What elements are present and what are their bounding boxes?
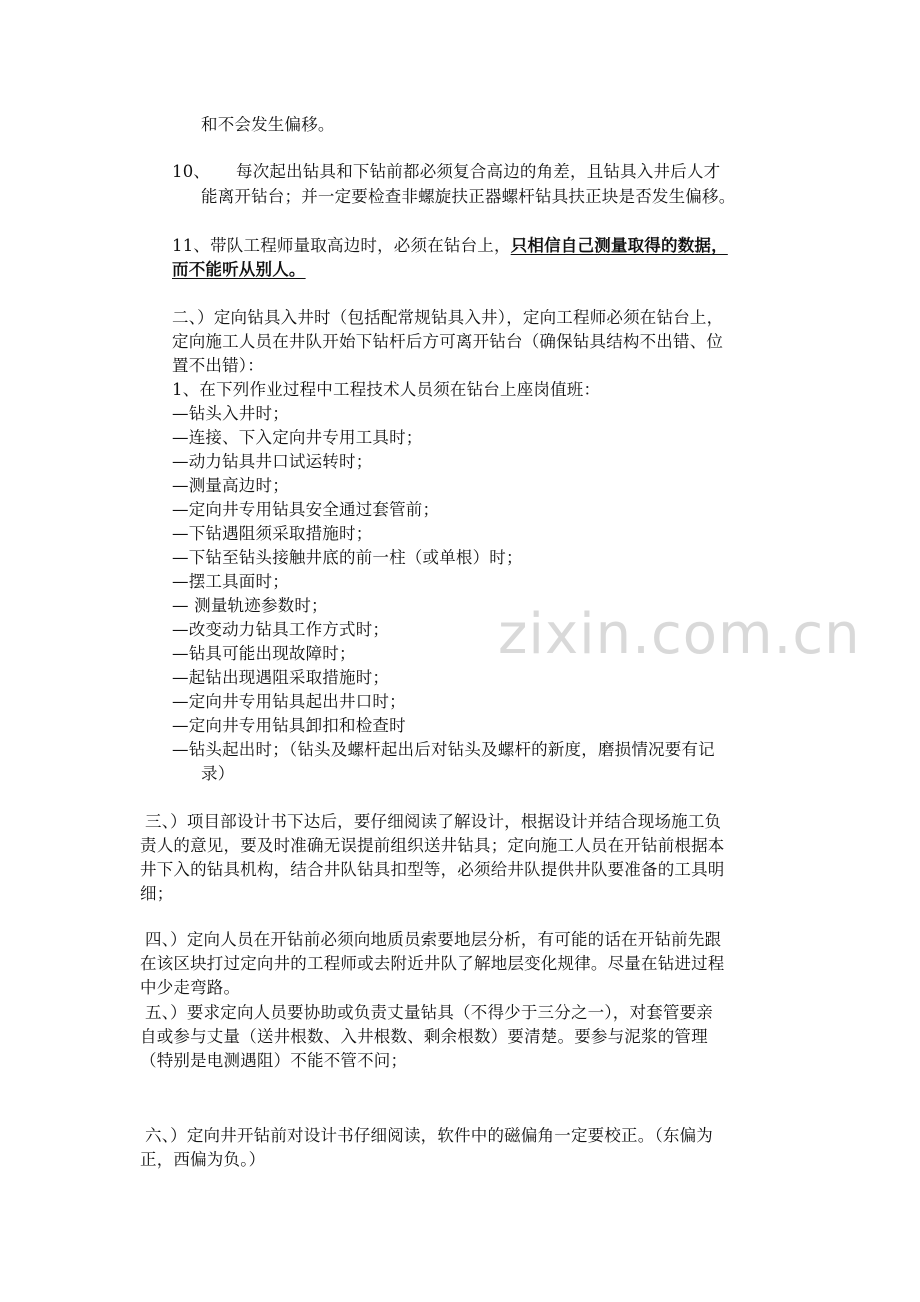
duty-list-item: —定向井专用钻具卸扣和检查时	[172, 716, 406, 735]
section-3-line-2: 责人的意见，要及时准确无误提前组织送井钻具；定向施工人员在开钻前根据本	[140, 836, 725, 855]
item-11-text: 11、带队工程师量取高边时，必须在钻台上，	[172, 236, 511, 255]
section-6-line-1: 六、）定向井开钻前对设计书仔细阅读，软件中的磁偏角一定要校正。（东偏为	[145, 1126, 713, 1145]
duty-list-item: —钻头起出时；（钻头及螺杆起出后对钻头及螺杆的新度，磨损情况要有记	[172, 740, 715, 759]
section-5-line-2: 自或参与丈量（送井根数、入井根数、剩余根数）要清楚。要参与泥浆的管理	[140, 1027, 708, 1046]
section-4-line-1: 四、）定向人员在开钻前必须向地质员索要地层分析，有可能的话在开钻前先跟	[145, 930, 722, 949]
section-2-line-1: 二、）定向钻具入井时（包括配常规钻具入井），定向工程师必须在钻台上，	[172, 308, 724, 327]
duty-list-item: —起钻出现遇阻采取措施时；	[172, 668, 390, 687]
item-10-number: 10、	[172, 162, 211, 181]
duty-list-item: —测量高边时；	[172, 476, 289, 495]
section-6-line-2: 正，西偏为负。）	[140, 1150, 266, 1169]
duty-list-item: —动力钻具井口试运转时；	[172, 452, 373, 471]
item-11-line-2: 而不能听从别人。	[172, 260, 306, 279]
item-9-continuation: 和不会发生偏移。	[201, 115, 335, 134]
item-11-emphasis: 只相信自己测量取得的数据，	[510, 236, 728, 255]
section-2-intro: 1、在下列作业过程中工程技术人员须在钻台上座岗值班：	[172, 380, 601, 399]
duty-list-item: —下钻遇阻须采取措施时；	[172, 524, 373, 543]
section-5-line-1: 五、）要求定向人员要协助或负责丈量钻具（不得少于三分之一），对套管要亲	[145, 1003, 713, 1022]
item-10-line-1: 每次起出钻具和下钻前都必须复合高边的角差，且钻具入井后人才	[236, 162, 721, 181]
duty-list-item: —定向井专用钻具起出井口时；	[172, 692, 406, 711]
duty-list-item: —钻头入井时；	[172, 404, 289, 423]
section-3-line-4: 细；	[140, 884, 174, 903]
duty-list-item: —摆工具面时；	[172, 572, 289, 591]
section-3-line-1: 三、）项目部设计书下达后，要仔细阅读了解设计，根据设计并结合现场施工负	[145, 812, 722, 831]
section-2-line-3: 置不出错）：	[172, 356, 264, 375]
section-5-line-3: （特别是电测遇阻）不能不管不问；	[140, 1051, 408, 1070]
section-2-line-2: 定向施工人员在井队开始下钻杆后方可离开钻台（确保钻具结构不出错、位	[172, 332, 724, 351]
item-10-line-2: 能离开钻台；并一定要检查非螺旋扶正器螺杆钻具扶正块是否发生偏移。	[201, 187, 736, 206]
duty-list-item: —下钻至钻头接触井底的前一柱（或单根）时；	[172, 548, 523, 567]
section-3-line-3: 井下入的钻具机构，结合井队钻具扣型等，必须给井队提供井队要准备的工具明	[140, 860, 725, 879]
duty-list-item: —钻具可能出现故障时；	[172, 644, 356, 663]
duty-list-item: —改变动力钻具工作方式时；	[172, 620, 390, 639]
duty-list-item-continuation: 录）	[201, 764, 235, 783]
section-4-line-2: 在该区块打过定向井的工程师或去附近井队了解地层变化规律。尽量在钻进过程	[140, 954, 725, 973]
duty-list-item: —连接、下入定向井专用工具时；	[172, 428, 423, 447]
duty-list-item: — 测量轨迹参数时；	[172, 596, 328, 615]
section-4-line-3: 中少走弯路。	[140, 978, 241, 997]
watermark-text: zixin.com.cn	[498, 602, 861, 667]
item-11-line-1	[172, 234, 728, 258]
duty-list-item: —定向井专用钻具安全通过套管前；	[172, 500, 440, 519]
